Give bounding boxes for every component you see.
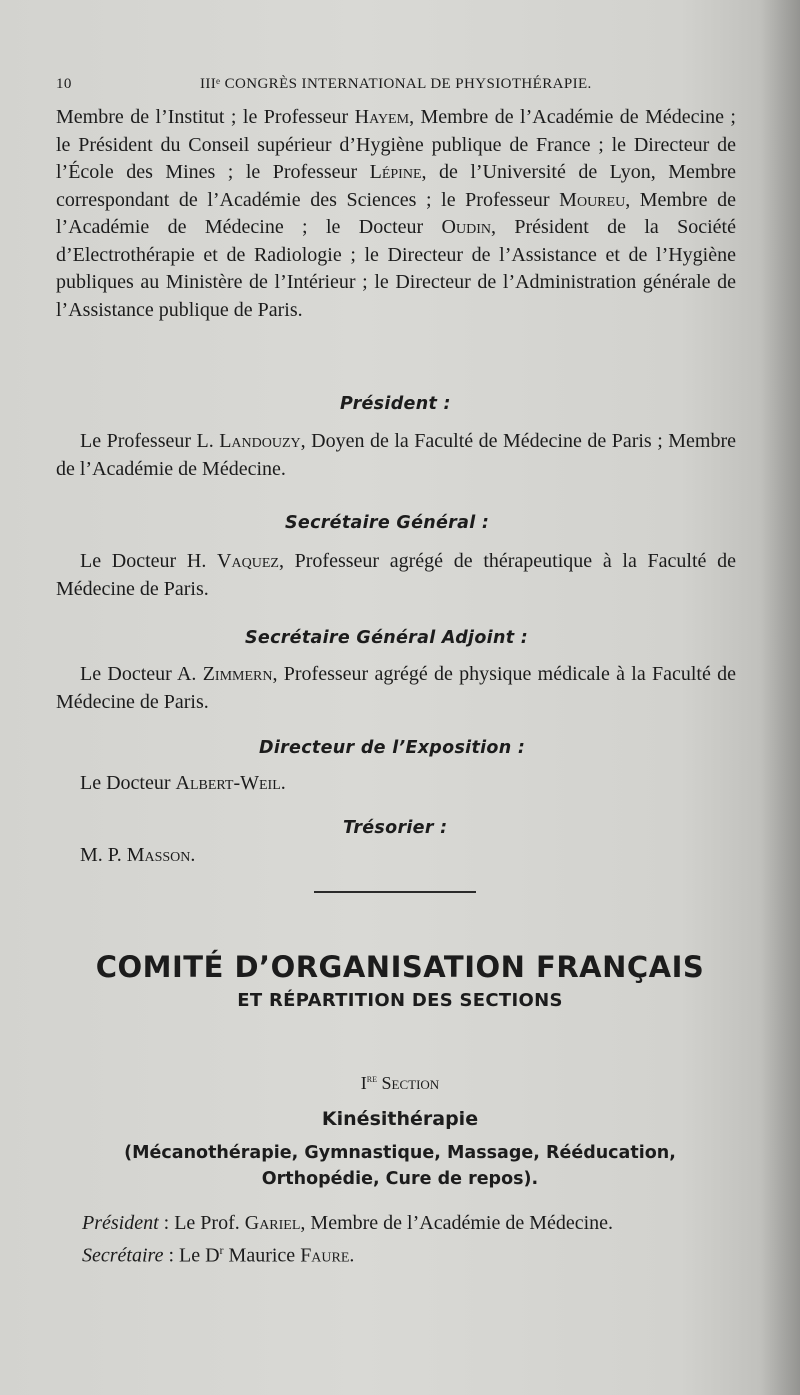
- name-faure: Faure: [300, 1244, 350, 1267]
- section-label: Ire Section: [360, 1073, 440, 1093]
- section-secretaire-line: Secrétaire : Le $D^r$ Maurice Faure.: [82, 1243, 355, 1267]
- name-masson: Masson: [126, 844, 191, 866]
- section-description: (Mécanothérapie, Gymnastique, Massage, Rééducation, Orthopédie, Cure de repos).: [124, 1143, 676, 1189]
- running-title: IIIᵉ CONGRÈS INTERNATIONAL DE PHYSIOTHÉRAPIE.: [200, 76, 592, 92]
- name-vaquez: Vaquez: [217, 550, 279, 572]
- secretaire-adjoint-paragraph: Le Docteur A. Zimmern, Professeur agrégé de physique médicale à la Faculté de Médecine de Paris.: [56, 663, 736, 713]
- secretaire-adjoint-heading: Secrétaire Général Adjoint :: [245, 628, 529, 648]
- secretaire-general-paragraph: Le Docteur H. Vaquez, Professeur agrégé de thérapeutique à la Faculté de Médecine de Paris.: [56, 550, 737, 600]
- directeur-exposition-heading: Directeur de l’Exposition :: [259, 738, 526, 758]
- secretaire-general-heading: Secrétaire Général :: [285, 513, 490, 533]
- directeur-exposition-line: Le Docteur Albert-Weil.: [80, 772, 286, 794]
- name-albert-weil: Albert-Weil: [175, 772, 281, 794]
- name-zimmern: Zimmern: [202, 663, 273, 685]
- name-moureu: Moureu: [559, 188, 626, 211]
- committee-title: COMITÉ D’ORGANISATION FRANÇAIS: [95, 950, 705, 984]
- section-president-line: Président : Le Prof. Gariel, Membre de l’Académie de Médecine.: [82, 1212, 614, 1234]
- tresorier-line: M. P. Masson.: [80, 844, 196, 866]
- president-heading: Président :: [340, 394, 451, 414]
- tresorier-heading: Trésorier :: [343, 818, 448, 838]
- intro-paragraph: Membre de l’Institut ; le Professeur Hayem, Membre de l’Académie de Médecine ; le Président du Conseil supérieur d’Hygiène publique de France ; le Directeur de l’École des Mines ; le Professeur Lépine, de l’Université de Lyon, Membre correspondant de l’Académie des Sciences ; le Professeur Moureu, Membre de l’Académie de Médecine ; le Docteur Oudin, Président de la Société d’Electrothérapie et de Radiologie ; le Directeur de l’Assistance et de l’Hygiène publiques au Ministère de l’Intérieur ; le Directeur de l’Administration générale de l’Assistance publique de Paris.: [56, 106, 736, 321]
- name-gariel: Gariel: [244, 1212, 301, 1234]
- horizontal-rule: [314, 891, 476, 893]
- president-paragraph: Le Professeur L. Landouzy, Doyen de la Faculté de Médecine de Paris ; Membre de l’Académie de Médecine.: [56, 430, 736, 480]
- page-number: 10: [56, 76, 72, 92]
- section-secretaire-label: Secrétaire: [82, 1244, 164, 1267]
- committee-subtitle: ET RÉPARTITION DES SECTIONS: [237, 990, 563, 1011]
- name-oudin: Oudin: [441, 216, 491, 238]
- name-landouzy: Landouzy: [219, 430, 301, 452]
- section-president-label: Président: [82, 1212, 159, 1234]
- section-name: Kinésithérapie: [321, 1108, 479, 1130]
- name-lepine: Lépine: [369, 161, 422, 183]
- name-hayem: Hayem: [354, 106, 410, 128]
- page-edge-shadow: [760, 0, 800, 1395]
